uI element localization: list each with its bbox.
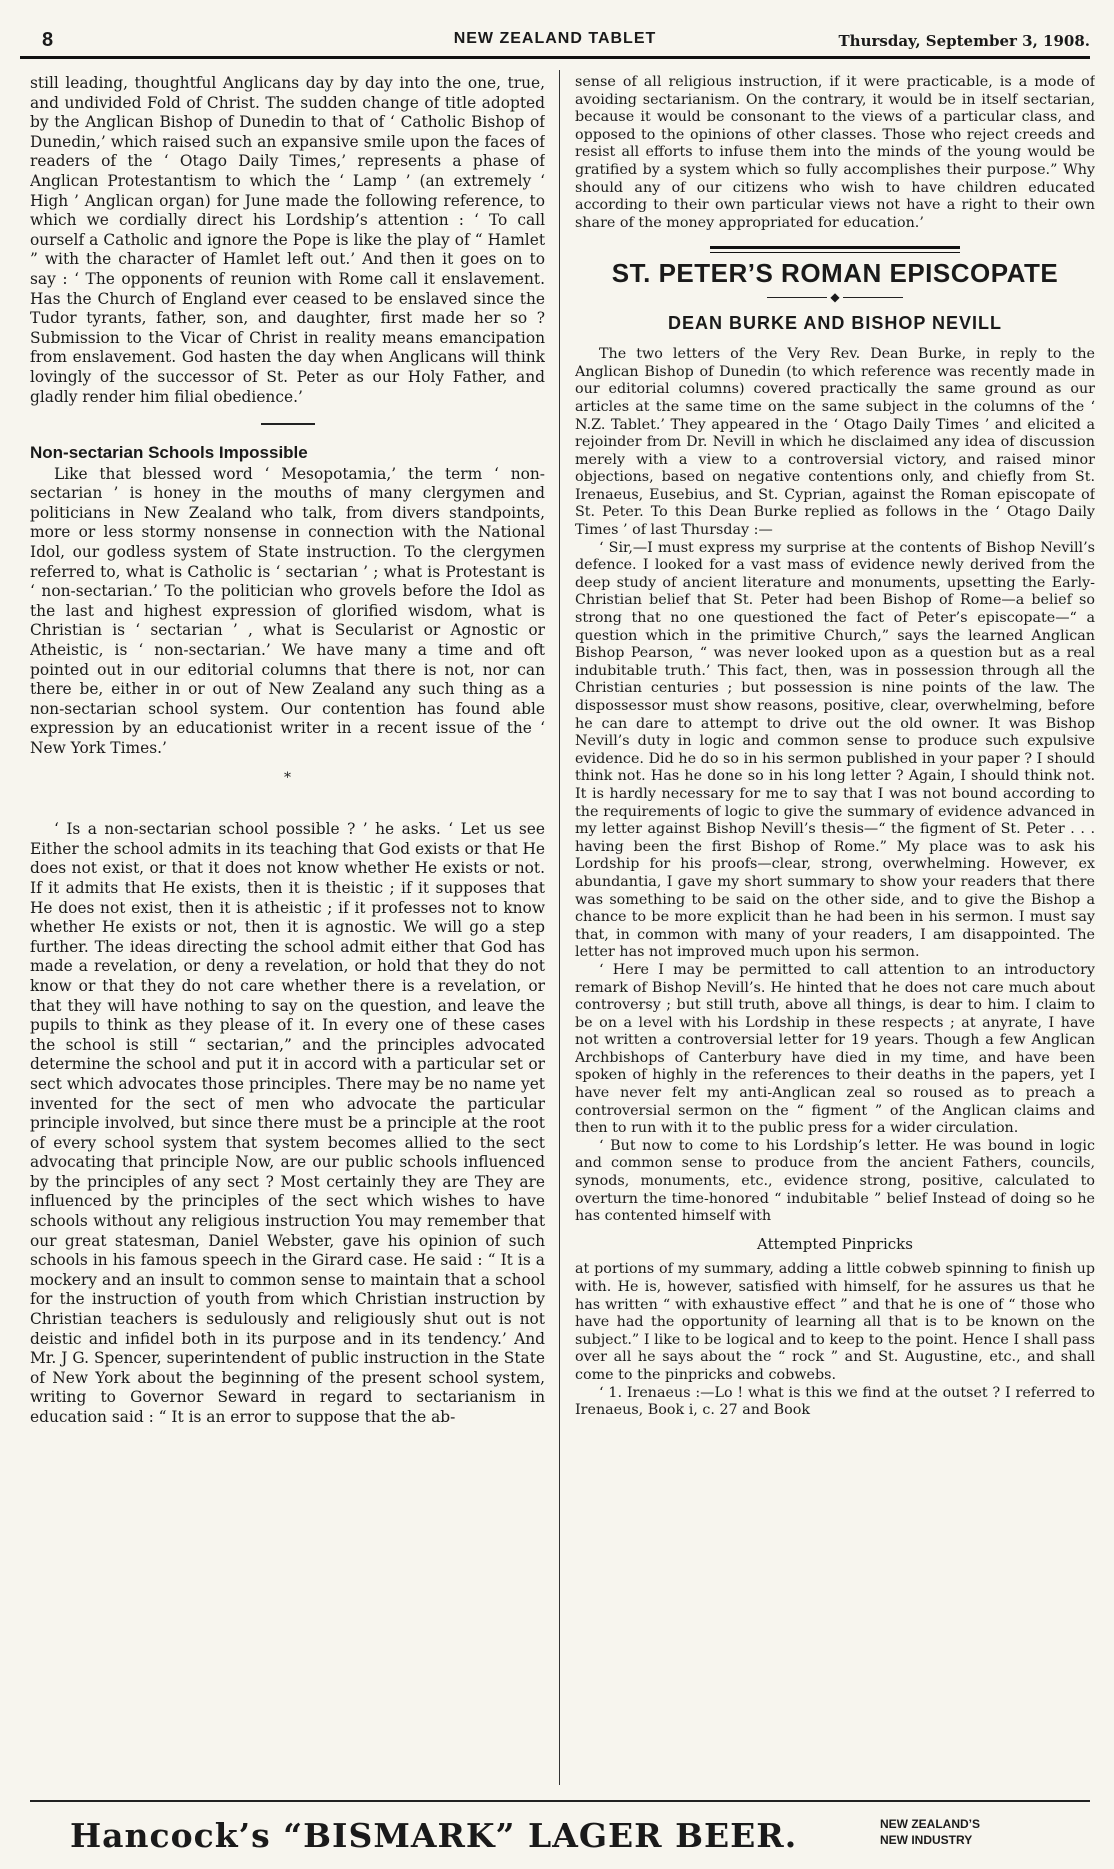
column-divider: [559, 70, 560, 1785]
article-paragraph: ‘ Sir,—I must express my surprise at the contents of Bishop Nevill’s defence. I looked for a vast mass of evidence newly derived from the deep study of ancient literature and monuments, upsetting the Early-Christian belief that St. Peter had been Bishop of Rome—a belief so strong that no one questioned the fact of Peter’s episcopate—“ a question which in the primitive Church,” says the learned Anglican Bishop Pearson, “ was never looked upon as a question but as a real indubitable truth.’ This fact, then, was in possession through all the Christian centuries ; but possession is nine points of the law. The dispossessor must show reasons, positive, clear, overwhelming, before he can dare to attempt to drive out the old owner. It was Bishop Nevill’s duty in logic and common sense to produce such expulsive evidence. Did he do so in his sermon published in your paper ? I should think not. Has he done so in his long letter ? Again, I should think not. It is hardly necessary for me to say that I was not bound according to the requirements of logic to give the summary of evidence advanced in my letter against Bishop Nevill’s thesis—“ the figment of St. Peter . . . having been the first Bishop of Rome.” My place was to ask his Lordship for his proofs—clear, strong, overwhelming. However, ex abundantia, I gave my short summary to show your readers that there was something to be said on the other side, and to give the Bishop a chance to be more explicit than he had been in his sermon. I must say that, in common with many of your readers, I am disappointed. The letter has not improved much upon his sermon.: [575, 539, 1095, 961]
section-heading: Non-sectarian Schools Impossible: [30, 443, 308, 463]
page-number: 8: [42, 29, 54, 51]
separator-rule: [261, 423, 315, 425]
article-paragraph: The two letters of the Very Rev. Dean Burke, in reply to the Anglican Bishop of Dunedin (to which reference was recently made in our editorial columns) covered practically the same ground as our articles at the same time on the same subject in the columns of the ‘ N.Z. Tablet.’ They appeared in the ‘ Otago Daily Times ’ and elicited a rejoinder from Dr. Nevill in which he disclaimed any idea of discussion merely with a view to a controversial victory, and raised minor objections, based on negative contentions only, and chiefly from St. Irenaeus, Eusebius, and St. Cyprian, against the Roman episcopate of St. Peter. To this Dean Burke replied as follows in the ‘ Otago Daily Times ’ of last Thursday :—: [575, 346, 1095, 539]
page-header: [20, 24, 1090, 59]
issue-date: Thursday, September 3, 1908.: [838, 32, 1090, 50]
advert-text: Hancock’s “BISMARK” LAGER BEER.: [70, 1816, 798, 1855]
advert-tagline: [880, 1816, 1080, 1848]
intro-paragraph: still leading, thoughtful Anglicans day by day into the one, true, and undivided Fold of Christ. The sudden change of title adopted by the Anglican Bishop of Dunedin to that of ‘ Catholic Bishop of Dunedin,’ which raised such an expansive smile upon the faces of readers of the ‘ Otago Daily Times,’ represents a phase of Anglican Protestantism to which the ‘ Lamp ’ (an extremely ‘ High ’ Anglican organ) for June made the following reference, to which we cordially direct his Lordship’s attention : ‘ To call ourself a Catholic and ignore the Pope is like the play of “ Hamlet ” with the character of Hamlet left out.’ And then it goes on to say : ‘ The opponents of reunion with Rome call it enslavement. Has the Church of England ever ceased to be enslaved since the Tudor tyrants, father, son, and daughter, first made her so ? Submission to the Vicar of Christ in reality means emancipation from enslavement. God hasten the day when Anglicans will think lovingly of the successor of St. Peter as our Holy Father, and gladly render him filial obedience.’: [30, 74, 545, 406]
right-column: [575, 74, 1095, 1784]
left-column: [30, 74, 545, 1784]
article-paragraph: ‘ 1. Irenaeus :—Lo ! what is this we find at the outset ? I referred to Irenaeus, Book i, c. 27 and Book: [575, 1384, 1095, 1419]
tagline-line-2: NEW INDUSTRY: [880, 1833, 973, 1847]
article-headline: ST. PETER’S ROMAN EPISCOPATE: [611, 258, 1059, 289]
diamond-divider: [575, 289, 1095, 307]
headline-rule: [710, 246, 960, 253]
continuation-paragraph: sense of all religious instruction, if it were practicable, is a mode of avoiding sectarianism. On the contrary, it would be in itself sectarian, because it would be consonant to the views of a particular class, and opposed to the opinions of other classes. Those who reject creeds and resist all efforts to infuse them into the minds of the young would be gratified by a system which so fully accomplishes their purpose.” Why should any of our citizens who wish to have children educated according to their own particular views not have a right to their own share of the money appropriated for education.’: [575, 74, 1095, 231]
section-paragraph: Like that blessed word ‘ Mesopotamia,’ the term ‘ non-sectarian ’ is honey in the mouths of many clergymen and politicians in New Zealand who talk, from divers standpoints, more or less stormy nonsense in connection with the National Idol, our godless system of State instruction. To the clergymen referred to, what is Catholic is ‘ sectarian ’ ; what is Protestant is ‘ non-sectarian.’ To the politician who grovels before the Idol as the last and highest expression of glorified wisdom, what is Christian is ‘ sectarian ’ , what is Secularist or Agnostic or Atheistic, is ‘ non-sectarian.’ We have many a time and oft pointed out in our editorial columns that there is not, nor can there be, either in or out of New Zealand any such thing as a non-sectarian school system. Our contention has found able expression by an educationist writer in a recent issue of the ‘ New York Times.’: [30, 464, 545, 757]
diamond-icon: ◆: [830, 289, 840, 304]
tagline-line-1: NEW ZEALAND’S: [880, 1817, 980, 1831]
article-paragraph: at portions of my summary, adding a little cobweb spinning to finish up with. He is, however, satisfied with himself, for he assures us that he has written “ with exhaustive effect ” and that he is one of “ those who have had the opportunity of learning all that is to be known on the subject.” I like to be logical and to keep to the point. Hence I shall pass over all he says about the “ rock ” and St. Augustine, etc., and shall come to the pinpricks and cobwebs.: [575, 1261, 1095, 1383]
subsection-heading: Attempted Pinpricks: [757, 1234, 913, 1253]
star-ornament: *: [284, 769, 291, 786]
article-paragraph: ‘ Here I may be permitted to call attention to an introductory remark of Bishop Nevill’s. He hinted that he does not care much about controversy ; but still truth, above all things, is dear to him. I claim to be on a level with his Lordship in these respects ; at anyrate, I have not written a controversial letter for 19 years. Though a few Anglican Archbishops of Canterbury have died in my time, and have been spoken of highly in the references to their deaths in the papers, yet I have never felt my anti-Anglican zeal so roused as to preach a controversial sermon on the “ figment ” of the Anglican claims and then to run with it to the public press for a wider circulation.: [575, 961, 1095, 1137]
advertisement-banner: [30, 1800, 1090, 1862]
article-subheadline: DEAN BURKE AND BISHOP NEVILL: [667, 312, 1003, 333]
article-paragraph: ‘ But now to come to his Lordship’s letter. He was bound in logic and common sense to produce from the ancient Fathers, councils, synods, monuments, etc., evidence strong, positive, calculated to overturn the time-honored “ indubitable ” belief Instead of doing so he has contented himself with: [575, 1137, 1095, 1225]
quote-paragraph: ‘ Is a non-sectarian school possible ? ’ he asks. ‘ Let us see Either the school admits in its teaching that God exists or that He does not exist, or that it does not know whether He exists or not. If it admits that He exists, then it is theistic ; if it supposes that He does not exist, then it is atheistic ; if it professes not to know whether He exists or not, then it is agnostic. We will go a step further. The ideas directing the school admit either that God has made a revelation, or deny a revelation, or hold that they do not know or that they do not care whether there is a revelation, or that they will have nothing to say on the question, and leave the pupils to think as they please of it. In every one of these cases the school is still “ sectarian,” and the principles advocated determine the school and put it in accord with a particular set or sect which advocates those principles. There may be no name yet invented for the sect of men who advocate the particular principle involved, but since there must be a principle at the root of every school system that system becomes allied to the sect advocating that principle Now, are our public schools influenced by the principles of any sect ? Most certainly they are They are influenced by the principles of the sect which wishes to have schools without any religious instruction You may remember that our great statesman, Daniel Webster, gave his opinion of such schools in his famous speech in the Girard case. He said : “ It is a mockery and an insult to common sense to maintain that a school for the instruction of youth from which Christian instruction by Christian teachers is sedulously and religiously shut out is not deistic and infidel both in its purpose and in its tendency.’ And Mr. J G. Spencer, superintendent of public instruction in the State of New York about the beginning of the present school system, writing to Governor Seward in regard to sectarianism in education said : “ It is an error to suppose that the ab-: [30, 820, 545, 1426]
newspaper-title: NEW ZEALAND TABLET: [453, 30, 657, 47]
